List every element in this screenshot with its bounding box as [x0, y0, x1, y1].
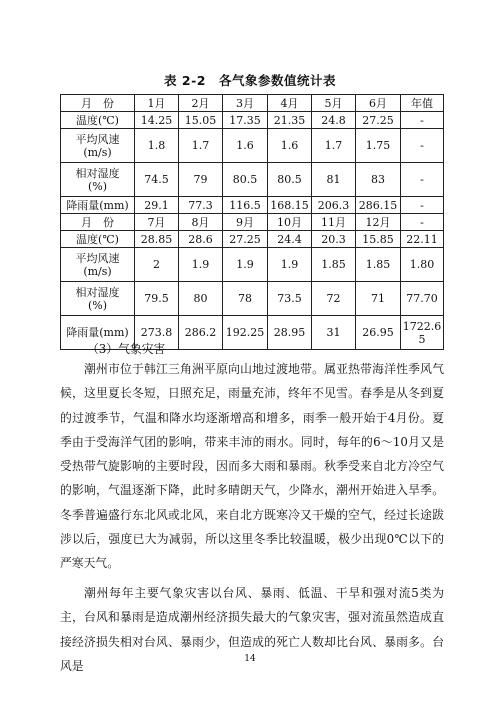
table-cell: 24.8	[312, 112, 356, 129]
table-cell: 1722.6 5	[401, 316, 444, 350]
table-cell: 2月	[179, 95, 223, 112]
table-row	[61, 112, 444, 129]
table-cell: 26.95	[356, 316, 401, 350]
table-cell: 77.70	[401, 282, 444, 316]
table-cell: 28.6	[179, 231, 223, 248]
table-cell: 81	[312, 163, 356, 197]
table-cell: 1.75	[356, 129, 401, 163]
table-cell: 1.85	[356, 248, 401, 282]
table-cell: 4月	[268, 95, 312, 112]
table-cell: 78	[223, 282, 268, 316]
table-cell: 1月	[135, 95, 179, 112]
table-row	[61, 214, 444, 231]
table-cell: 22.11	[401, 231, 444, 248]
table-cell: 3月	[223, 95, 268, 112]
table-cell: 79.5	[135, 282, 179, 316]
table-cell: 1.6	[223, 129, 268, 163]
table-cell: 80.5	[223, 163, 268, 197]
table-cell: 年值	[401, 95, 444, 112]
table-cell: 20.3	[312, 231, 356, 248]
section-heading: （3）气象灾害	[87, 342, 166, 356]
table-cell: 286.15	[356, 197, 401, 214]
table-cell: -	[401, 129, 444, 163]
row-header-cell: 月 份	[61, 214, 135, 231]
row-header-cell: 相对湿度 (%)	[61, 282, 135, 316]
table-cell: 1.80	[401, 248, 444, 282]
table-cell: 1.9	[179, 248, 223, 282]
table-cell: 192.25	[223, 316, 268, 350]
table-cell: -	[401, 163, 444, 197]
table-cell: 80	[179, 282, 223, 316]
table-cell: 6月	[356, 95, 401, 112]
table-row	[61, 197, 444, 214]
table-cell: -	[401, 197, 444, 214]
table-cell: 14.25	[135, 112, 179, 129]
row-header-cell: 月 份	[61, 95, 135, 112]
table-cell: 83	[356, 163, 401, 197]
table-cell: -	[401, 214, 444, 231]
table-cell: 17.35	[223, 112, 268, 129]
table-cell: 27.25	[356, 112, 401, 129]
row-header-cell: 降雨量(mm)	[61, 197, 135, 214]
table-cell: 7月	[135, 214, 179, 231]
table-cell: 5月	[312, 95, 356, 112]
table-cell: 28.85	[135, 231, 179, 248]
table-cell: 1.9	[223, 248, 268, 282]
row-header-cell: 温度(℃)	[61, 112, 135, 129]
table-cell: 1.6	[268, 129, 312, 163]
table-cell: -	[401, 112, 444, 129]
table-cell: 286.2	[179, 316, 223, 350]
table-cell: 1.8	[135, 129, 179, 163]
table-cell: 71	[356, 282, 401, 316]
paragraph-climate: 潮州市位于韩江三角洲平原向山地过渡地带。属亚热带海洋性季风气候，这里夏长冬短，日照充足，雨量充沛，终年不见雪。春季是从冬到夏的过渡季节，气温和降水均逐渐增高和增多，雨季一般开始于4月份。夏季由于受海洋气团的影响，带来丰沛的雨水。同时，每年的6～10月又是受热带气旋影响的主要时段，因而多大雨和暴雨。秋季受来自北方冷空气的影响，气温逐渐下降，此时多晴朗天气，少降水，潮州开始进入旱季。冬季普遍盛行东北风或北风，来自北方既寒冷又干燥的空气，经过长途跋涉以后，强度已大为减弱，所以这里冬季比较温暖，极少出现0℃以下的严寒天气。	[60, 362, 444, 571]
table-row	[61, 282, 444, 316]
table-cell: 2	[135, 248, 179, 282]
paragraph-disasters: 潮州每年主要气象灾害以台风、暴雨、低温、干旱和强对流5类为主，台风和暴雨是造成潮州经济损失最大的气象灾害，强对流虽然造成直接经济损失相对台风、暴雨少，但造成的死亡人数却比台风、暴雨多。台风是	[60, 586, 444, 673]
table-cell: 31	[312, 316, 356, 350]
table-row	[61, 95, 444, 112]
row-header-cell: 降雨量(mm)	[61, 316, 135, 350]
table-cell: 15.05	[179, 112, 223, 129]
table-cell: 77.3	[179, 197, 223, 214]
table-cell: 1.7	[312, 129, 356, 163]
table-cell: 72	[312, 282, 356, 316]
table-cell: 24.4	[268, 231, 312, 248]
table-cell: 29.1	[135, 197, 179, 214]
table-cell: 27.25	[223, 231, 268, 248]
table-row	[61, 129, 444, 163]
row-header-cell: 相对湿度 (%)	[61, 163, 135, 197]
row-header-cell: 平均风速 (m/s)	[61, 248, 135, 282]
table-cell: 73.5	[268, 282, 312, 316]
table-cell: 12月	[356, 214, 401, 231]
table-cell: 273.8	[135, 316, 179, 350]
table-cell: 80.5	[268, 163, 312, 197]
table-cell: 15.85	[356, 231, 401, 248]
table-cell: 206.3	[312, 197, 356, 214]
row-header-cell: 平均风速 (m/s)	[61, 129, 135, 163]
table-cell: 11月	[312, 214, 356, 231]
table-cell: 28.95	[268, 316, 312, 350]
table-cell: 21.35	[268, 112, 312, 129]
table-caption: 表 2-2 各气象参数值统计表	[164, 73, 336, 88]
row-header-cell: 温度(℃)	[61, 231, 135, 248]
table-row	[61, 163, 444, 197]
table-cell: 9月	[223, 214, 268, 231]
table-row	[61, 248, 444, 282]
weather-stats-table	[60, 94, 444, 350]
page-number: 14	[244, 654, 256, 664]
table-cell: 74.5	[135, 163, 179, 197]
table-row	[61, 231, 444, 248]
table-cell: 1.9	[268, 248, 312, 282]
table-cell: 79	[179, 163, 223, 197]
table-cell: 1.85	[312, 248, 356, 282]
table-cell: 10月	[268, 214, 312, 231]
table-cell: 1.7	[179, 129, 223, 163]
table-cell: 116.5	[223, 197, 268, 214]
table-cell: 8月	[179, 214, 223, 231]
table-cell: 168.15	[268, 197, 312, 214]
